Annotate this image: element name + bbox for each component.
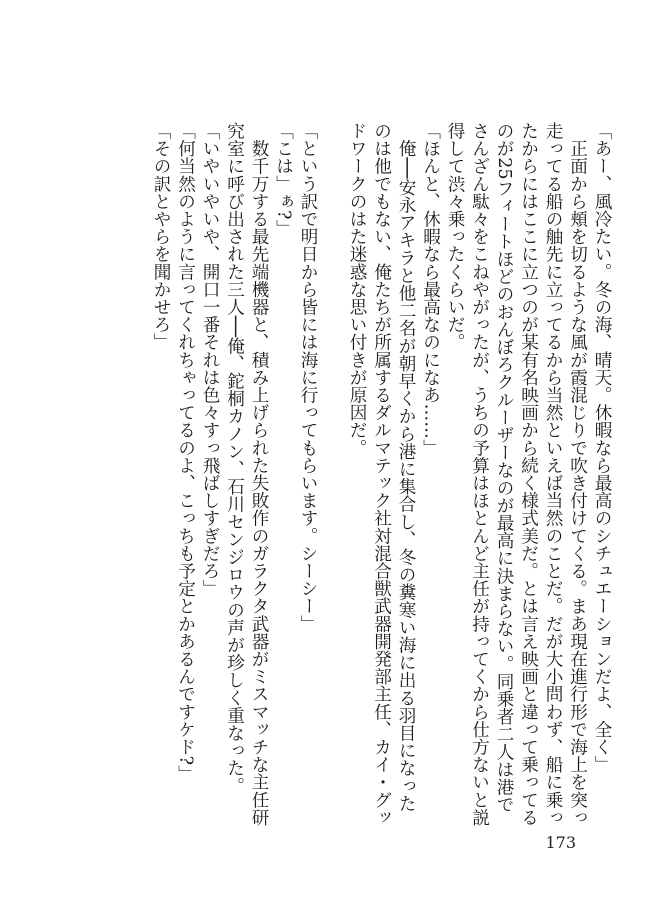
page-number: 173: [545, 833, 576, 852]
text-line: 「こは」ぁ?」: [273, 122, 294, 238]
vertical-text-body: [54, 122, 614, 826]
text-line: 俺──安永アキラと他二名が朝早くから港に集合し、冬の糞寒い海に出る羽目になった: [396, 122, 416, 812]
text-line: 「ほんと、休暇なら最高なのになあ……」: [420, 122, 441, 457]
text-line: のは他でもない、俺たちが所属するダルマテック社対混合獣武器開発部主任、カイ・グッ: [371, 122, 392, 826]
text-line: 「あー、風冷たい。冬の海、晴天。休暇なら最高のシチュエーションだよ、全く」: [592, 122, 612, 774]
text-line: のが25フィートほどのおんぼろクルーザーなのが最高に決まらない。同乗者二人は港で: [494, 122, 514, 814]
text-line: 数千万する最先端機器と、積み上げられた失敗作のガラクタ武器がミスマッチな主任研: [249, 122, 269, 826]
text-line: 走ってる船の舳先に立ってるから当然といえば当然のことだ。だが大小問わず、船に乗っ: [543, 122, 563, 826]
text-line: 「その訳とやらを聞かせろ」: [151, 122, 171, 351]
text-line: たからにはここに立つのが某有名映画から続く様式美だ。とは言え映画と違って乗ってる: [518, 122, 539, 826]
text-line: 「何当然のように言ってくれちゃってるのよ、こっちも予定とかあるんですケド?」: [175, 122, 196, 783]
text-line: ドワークのはた迷惑な思い付きが原因だ。: [347, 122, 367, 457]
text-line: さんざん駄々をこねやがったが、うちの予算はほとんど主任が持ってくから仕方ないと説: [469, 122, 490, 826]
text-line: 究室に呼び出された三人──俺、鉈桐カノン、石川センジロウの声が珍しく重なった。: [224, 122, 245, 795]
text-line: 正面から頬を切るような風が霞混じりで吹き付けてくる。まあ現在進行形で海上を突っ: [567, 122, 588, 826]
text-line: 「という訳で明日から皆には海に行ってもらいます。シーシー」: [298, 122, 318, 633]
text-line: 得して渋々乗ったくらいだ。: [445, 122, 465, 351]
text-line: 「いやいやいや、開口一番それは色々すっ飛ばしすぎだろ」: [200, 122, 220, 598]
